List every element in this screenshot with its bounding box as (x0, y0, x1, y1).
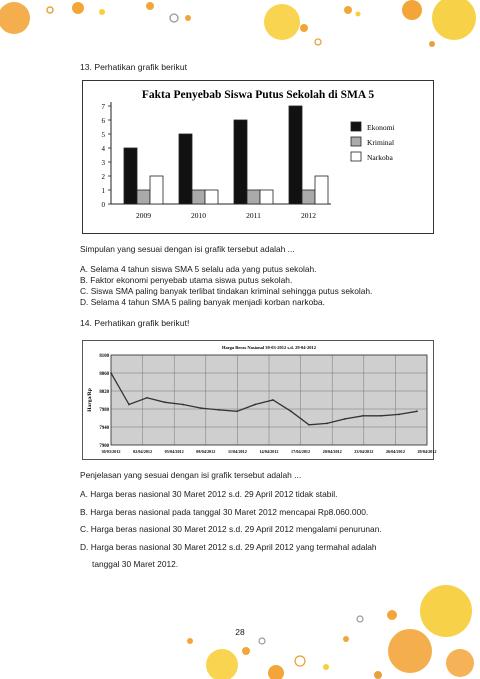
y-tick-label: 5 (101, 131, 105, 139)
y-axis-label: Harga/Rp (87, 388, 93, 412)
price-point (290, 410, 292, 412)
decor-circle (47, 7, 53, 13)
bar-chart-container (82, 80, 434, 234)
x-tick-label: 2009 (136, 211, 151, 220)
x-tick-label: 2012 (301, 211, 316, 220)
chart-title: Fakta Penyebab Siswa Putus Sekolah di SMA 5 (141, 89, 375, 101)
bar-ekonomi-2010 (179, 134, 192, 204)
decor-circle (185, 15, 191, 21)
option-d[interactable]: D. Selama 4 tahun SMA 5 paling banyak menjadi korban narkoba. (80, 297, 325, 307)
chart-title: Harga Beras Nasional 30-03-2012 s.d. 29-04-2012 (221, 345, 317, 350)
x-tick-label: 05/04/2012 (164, 449, 184, 454)
option-c[interactable]: C. Siswa SMA paling banyak terlibat tindakan kriminal sehingga putus sekolah. (80, 286, 373, 296)
price-point (362, 415, 364, 417)
decor-circle (374, 671, 382, 679)
decor-circle (344, 6, 352, 14)
line-chart (83, 341, 437, 459)
bar-chart (83, 81, 433, 233)
legend-label-kriminal: Kriminal (367, 138, 395, 147)
bar-ekonomi-2011 (234, 120, 247, 204)
y-tick-label: 7900 (99, 444, 109, 449)
y-tick-label: 6 (101, 117, 105, 125)
y-tick-label: 2 (101, 173, 105, 181)
question-14-title: 14. Perhatikan grafik berikut! (80, 318, 190, 328)
decor-circle (357, 616, 363, 622)
legend-swatch-kriminal (351, 137, 361, 146)
price-point (128, 404, 130, 406)
decor-circle (295, 656, 305, 666)
bar-kriminal-2010 (192, 190, 205, 204)
option-a[interactable]: A. Harga beras nasional 30 Maret 2012 s.d. 29 April 2012 tidak stabil. (80, 489, 338, 499)
price-point (344, 418, 346, 420)
legend-swatch-narkoba (351, 152, 361, 161)
legend-label-ekonomi: Ekonomi (367, 123, 395, 132)
option-d-continuation: tanggal 30 Maret 2012. (92, 559, 179, 569)
x-tick-label: 29/04/2012 (417, 449, 437, 454)
price-point (326, 423, 328, 425)
x-tick-label: 11/04/2012 (227, 449, 247, 454)
decor-circle (402, 0, 422, 20)
top-decoration (0, 0, 480, 60)
price-point (416, 410, 418, 412)
y-tick-label: 7980 (99, 408, 109, 413)
decor-circle (242, 647, 250, 655)
y-tick-label: 8020 (99, 390, 109, 395)
question-13-options (80, 264, 372, 308)
option-d[interactable]: D. Harga beras nasional 30 Maret 2012 s.d. 29 April 2012 yang termahal adalah (80, 541, 377, 552)
option-a[interactable]: A. Selama 4 tahun siswa SMA 5 selalu ada yang putus sekolah. (80, 264, 317, 274)
y-tick-label: 7940 (99, 426, 109, 431)
bar-kriminal-2011 (247, 190, 260, 204)
y-tick-label: 0 (101, 201, 105, 209)
question-14-prompt: Penjelasan yang sesuai dengan isi grafik tersebut adalah ... (80, 470, 302, 480)
y-tick-label: 8100 (99, 354, 109, 359)
y-tick-label: 4 (101, 145, 105, 153)
price-point (164, 401, 166, 403)
decor-circle (356, 12, 361, 17)
price-point (218, 409, 220, 411)
y-tick-label: 1 (101, 187, 105, 195)
price-point (380, 415, 382, 417)
legend-swatch-ekonomi (351, 122, 361, 131)
price-point (182, 404, 184, 406)
bar-kriminal-2012 (302, 190, 315, 204)
x-tick-label: 2011 (246, 211, 261, 220)
price-point (308, 424, 310, 426)
decor-circle (146, 2, 154, 10)
decor-circle (323, 664, 329, 670)
question-13-title: 13. Perhatikan grafik berikut (80, 62, 188, 72)
decor-circle (315, 39, 321, 45)
decor-circle (268, 665, 284, 679)
price-point (110, 372, 112, 374)
x-tick-label: 26/04/2012 (385, 449, 405, 454)
y-tick-label: 7 (101, 103, 105, 111)
question-14-options (80, 489, 382, 577)
price-point (146, 397, 148, 399)
x-tick-label: 08/04/2012 (196, 449, 216, 454)
price-point (254, 404, 256, 406)
decor-circle (0, 2, 30, 34)
decor-circle (446, 649, 474, 677)
decor-circle (432, 0, 476, 40)
x-tick-label: 23/04/2012 (354, 449, 374, 454)
legend-label-narkoba: Narkoba (367, 153, 393, 162)
option-b[interactable]: B. Faktor ekonomi penyebab utama siswa putus sekolah. (80, 275, 293, 285)
decor-circle (259, 638, 265, 644)
decor-circle (429, 41, 435, 47)
decor-circle (387, 610, 397, 620)
price-point (398, 414, 400, 416)
bar-ekonomi-2012 (289, 106, 302, 204)
decor-circle (99, 9, 105, 15)
line-chart-container (82, 340, 437, 460)
option-b[interactable]: B. Harga beras nasional pada tanggal 30 Maret 2012 mencapai Rp8.060.000. (80, 506, 369, 517)
decor-circle (187, 638, 193, 644)
bar-narkoba-2010 (205, 190, 218, 204)
y-tick-label: 3 (101, 159, 105, 167)
price-point (236, 410, 238, 412)
x-tick-label: 17/04/2012 (291, 449, 311, 454)
decor-circle (72, 2, 84, 14)
page-number: 28 (235, 627, 245, 637)
bar-narkoba-2009 (150, 176, 163, 204)
x-tick-label: 02/04/2012 (133, 449, 153, 454)
option-c[interactable]: C. Harga beras nasional 30 Maret 2012 s.d. 29 April 2012 mengalami penurunan. (80, 524, 382, 534)
question-13-prompt: Simpulan yang sesuai dengan isi grafik tersebut adalah ... (80, 244, 295, 254)
decor-circle (170, 14, 178, 22)
bar-ekonomi-2009 (124, 148, 137, 204)
bar-kriminal-2009 (137, 190, 150, 204)
x-tick-label: 14/04/2012 (259, 449, 279, 454)
price-point (272, 399, 274, 401)
x-tick-label: 2010 (191, 211, 206, 220)
x-tick-label: 20/04/2012 (322, 449, 342, 454)
decor-circle (206, 649, 238, 679)
decor-circle (264, 4, 300, 40)
y-tick-label: 8060 (99, 372, 109, 377)
bar-narkoba-2011 (260, 190, 273, 204)
x-tick-label: 30/03/2012 (101, 449, 121, 454)
decor-circle (300, 24, 308, 32)
bar-narkoba-2012 (315, 176, 328, 204)
price-point (200, 407, 202, 409)
